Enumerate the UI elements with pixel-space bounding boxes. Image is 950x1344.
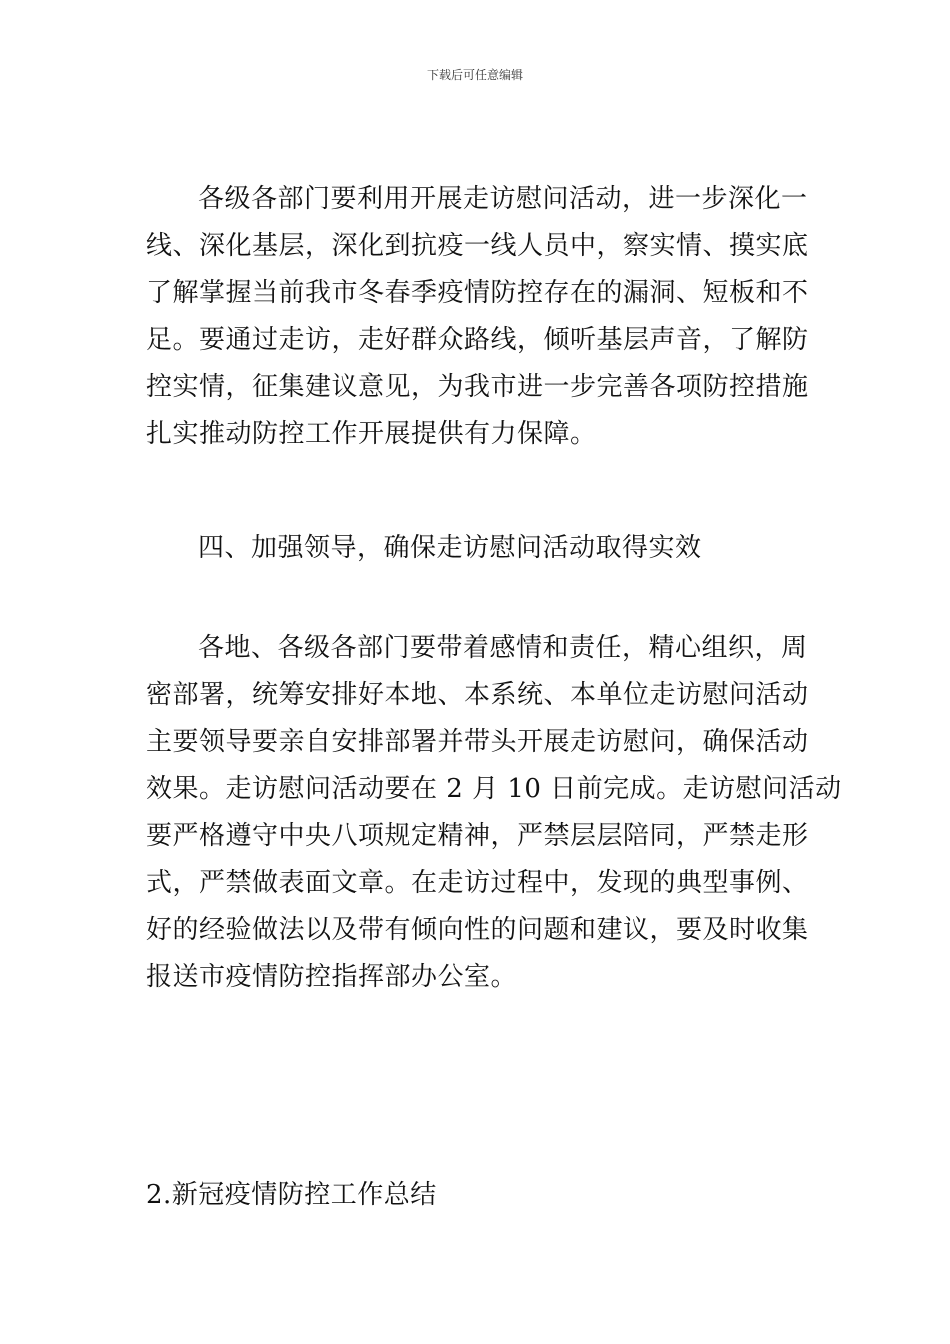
paragraph-line: 好的经验做法以及带有倾向性的问题和建议，要及时收集 — [146, 915, 809, 945]
paragraph-line: 了解掌握当前我市冬春季疫情防控存在的漏洞、短板和不 — [146, 278, 809, 308]
paragraph-line: 各地、各级各部门要带着感情和责任，精心组织，周 — [198, 633, 808, 663]
paragraph-line: 式，严禁做表面文章。在走访过程中，发现的典型事例、 — [146, 868, 809, 898]
paragraph-line: 控实情，征集建议意见，为我市进一步完善各项防控措施 — [146, 372, 809, 402]
paragraph-line: 密部署，统筹安排好本地、本系统、本单位走访慰问活动 — [146, 680, 809, 710]
header-note: 下载后可任意编辑 — [426, 68, 523, 82]
paragraph-line: 报送市疫情防控指挥部办公室。 — [146, 962, 518, 992]
paragraph-line: 主要领导要亲自安排部署并带头开展走访慰问，确保活动 — [146, 727, 809, 757]
paragraph-1 — [146, 176, 811, 458]
paragraph-line: 各级各部门要利用开展走访慰问活动，进一步深化一 — [198, 184, 808, 214]
section-heading-4 — [146, 525, 811, 572]
paragraph-line: 扎实推动防控工作开展提供有力保障。 — [146, 419, 597, 449]
section-title-text: 2.新冠疫情防控工作总结 — [146, 1180, 437, 1210]
section-heading-text: 四、加强领导，确保走访慰问活动取得实效 — [198, 533, 702, 563]
paragraph-line: 要严格遵守中央八项规定精神，严禁层层陪同，严禁走形 — [146, 821, 809, 851]
paragraph-2 — [146, 625, 842, 1001]
paragraph-line: 线、深化基层，深化到抗疫一线人员中，察实情、摸实底 — [146, 231, 809, 261]
paragraph-line: 效果。走访慰问活动要在 2 月 10 日前完成。走访慰问活动 — [146, 774, 842, 804]
section-2-title — [146, 1172, 811, 1219]
paragraph-line: 足。要通过走访，走好群众路线，倾听基层声音，了解防 — [146, 325, 809, 355]
